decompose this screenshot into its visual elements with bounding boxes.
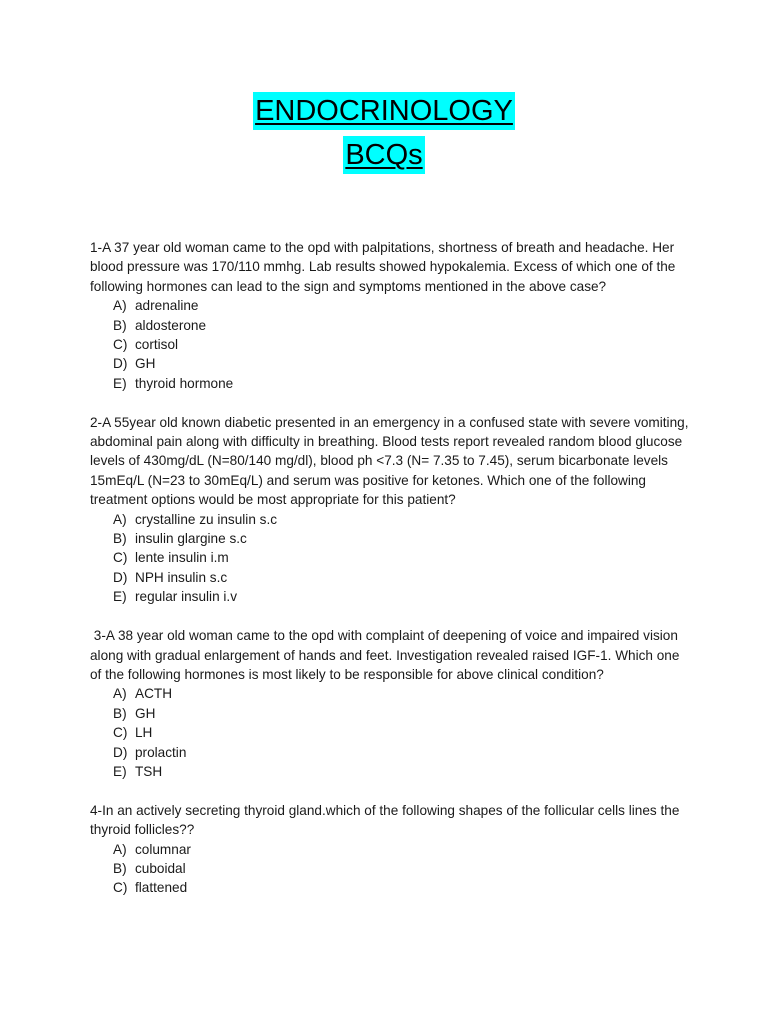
option-text: aldosterone bbox=[135, 317, 207, 333]
question-3 bbox=[90, 626, 690, 781]
option-text: crystalline zu insulin s.c bbox=[135, 511, 278, 527]
answer-options bbox=[90, 840, 690, 898]
option-text: columnar bbox=[135, 841, 191, 857]
answer-option bbox=[90, 878, 690, 897]
answer-option bbox=[90, 335, 690, 354]
question-stem: 2-A 55year old known diabetic presented in an emergency in a confused state with severe vomiting, abdominal pain along with difficulty in breathing. Blood tests report revealed random blood glucose levels of 430mg/dL (N=80/140 mg/dl), blood ph <7.3 (N= 7.35 to 7.45), serum bicarbonate levels 15mEq/L (N=23 to 30mEq/L) and serum was positive for ketones. Which one of the following treatment options would be most appropriate for this patient? bbox=[90, 414, 689, 508]
answer-option bbox=[90, 296, 690, 315]
question-2 bbox=[90, 413, 690, 607]
title-line-2: BCQs bbox=[343, 136, 424, 174]
option-letter: A) bbox=[113, 298, 127, 314]
option-text: ACTH bbox=[135, 686, 173, 702]
title-line-1: ENDOCRINOLOGY bbox=[253, 92, 515, 130]
option-letter: A) bbox=[113, 511, 127, 527]
option-text: NPH insulin s.c bbox=[135, 569, 228, 585]
option-letter: C) bbox=[113, 880, 128, 896]
option-text: regular insulin i.v bbox=[135, 589, 237, 605]
option-text: prolactin bbox=[135, 744, 187, 760]
option-text: adrenaline bbox=[135, 298, 199, 314]
option-letter: D) bbox=[113, 569, 128, 585]
option-text: GH bbox=[135, 356, 156, 372]
option-letter: E) bbox=[113, 763, 127, 779]
question-stem: 3-A 38 year old woman came to the opd with complaint of deepening of voice and impaired vision along with gradual enlargement of hands and feet. Investigation revealed raised IGF-1. Which one of the following hormones is most likely to be responsible for above clinical condition? bbox=[90, 628, 684, 682]
option-text: thyroid hormone bbox=[135, 375, 234, 391]
option-text: TSH bbox=[135, 763, 163, 779]
document-title bbox=[0, 92, 768, 180]
option-letter: B) bbox=[113, 317, 127, 333]
option-text: lente insulin i.m bbox=[135, 550, 229, 566]
option-letter: E) bbox=[113, 589, 127, 605]
answer-option bbox=[90, 510, 690, 529]
question-stem: 1-A 37 year old woman came to the opd with palpitations, shortness of breath and headache. Her blood pressure was 170/110 mmhg. Lab results showed hypokalemia. Excess of which one of the following hormones can lead to the sign and symptoms mentioned in the above case? bbox=[90, 240, 676, 294]
answer-options bbox=[90, 684, 690, 781]
option-text: LH bbox=[135, 725, 153, 741]
option-letter: A) bbox=[113, 686, 127, 702]
answer-options bbox=[90, 296, 690, 393]
answer-option bbox=[90, 743, 690, 762]
answer-options bbox=[90, 510, 690, 607]
answer-option bbox=[90, 568, 690, 587]
answer-option bbox=[90, 354, 690, 373]
answer-option bbox=[90, 704, 690, 723]
option-letter: A) bbox=[113, 841, 127, 857]
answer-option bbox=[90, 316, 690, 335]
option-text: cortisol bbox=[135, 337, 179, 353]
option-letter: B) bbox=[113, 531, 127, 547]
option-text: flattened bbox=[135, 880, 188, 896]
option-letter: B) bbox=[113, 705, 127, 721]
answer-option bbox=[90, 723, 690, 742]
answer-option bbox=[90, 840, 690, 859]
option-letter: D) bbox=[113, 744, 128, 760]
option-letter: B) bbox=[113, 860, 127, 876]
option-text: GH bbox=[135, 705, 156, 721]
answer-option bbox=[90, 374, 690, 393]
option-letter: C) bbox=[113, 725, 128, 741]
option-letter: C) bbox=[113, 550, 128, 566]
answer-option bbox=[90, 548, 690, 567]
question-stem: 4-In an actively secreting thyroid gland.which of the following shapes of the follicular cells lines the thyroid follicles?? bbox=[90, 802, 680, 838]
question-1 bbox=[90, 238, 690, 393]
option-letter: E) bbox=[113, 375, 127, 391]
option-letter: C) bbox=[113, 337, 128, 353]
answer-option bbox=[90, 859, 690, 878]
option-letter: D) bbox=[113, 356, 128, 372]
question-list bbox=[90, 238, 690, 917]
answer-option bbox=[90, 587, 690, 606]
option-text: cuboidal bbox=[135, 860, 186, 876]
answer-option bbox=[90, 684, 690, 703]
answer-option bbox=[90, 529, 690, 548]
answer-option bbox=[90, 762, 690, 781]
question-4 bbox=[90, 801, 690, 898]
option-text: insulin glargine s.c bbox=[135, 531, 247, 547]
